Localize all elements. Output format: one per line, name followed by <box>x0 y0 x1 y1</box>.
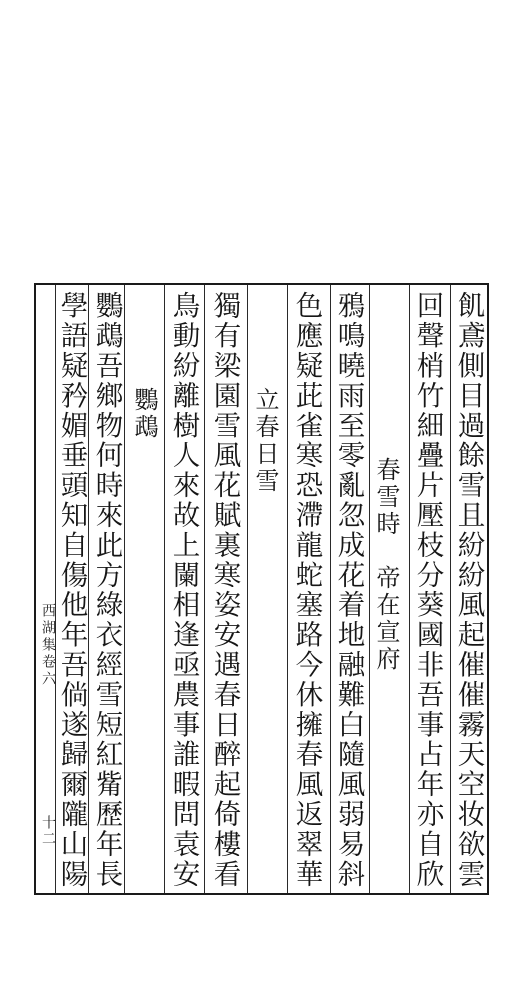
column-rule <box>88 285 89 893</box>
column-rule <box>287 285 288 893</box>
text-column: 飢鳶側目過餘雪且紛紛風起催催霧天空妆欲雲 <box>452 291 485 889</box>
column-rule <box>247 285 248 893</box>
text-column: 學語疑矜媚垂頭知自傷他年吾倘遂歸爾隴山陽 <box>55 291 88 889</box>
column-rule <box>204 285 205 893</box>
column-rule <box>409 285 410 893</box>
column-rule <box>164 285 165 893</box>
column-rule <box>124 285 125 893</box>
gutter-page-number: 十二 <box>40 815 56 847</box>
text-column: 鴉鳴曉雨至零亂忽成花着地融難白隨風弱易斜 <box>332 291 365 889</box>
text-column: 色應疑茈雀寒恐滯龍蛇塞路今休擁春風返翠華 <box>290 291 323 889</box>
poem-title: 鸚鵡 <box>130 387 158 441</box>
gutter-title: 西湖集卷六 <box>40 603 56 688</box>
text-column: 獨有梁園雪風花賦裏寒姿安遇春日醉起倚樓看 <box>208 291 241 889</box>
text-column: 鸚鵡吾鄉物何時來此方綠衣經雪短紅觜歷年長 <box>90 291 123 889</box>
text-frame <box>34 283 489 895</box>
poem-title: 春雪時 帝在宣府 <box>372 457 400 673</box>
column-rule <box>330 285 331 893</box>
column-rule <box>369 285 370 893</box>
text-column: 鳥動紛離樹人來故上闌相逢亟農事誰暇問袁安 <box>167 291 200 889</box>
column-rule <box>450 285 451 893</box>
poem-title: 立春日雪 <box>251 387 279 495</box>
page-gutter <box>36 285 56 893</box>
text-column: 回聲梢竹細疊片壓枝分葵國非吾事占年亦自欣 <box>411 291 444 889</box>
